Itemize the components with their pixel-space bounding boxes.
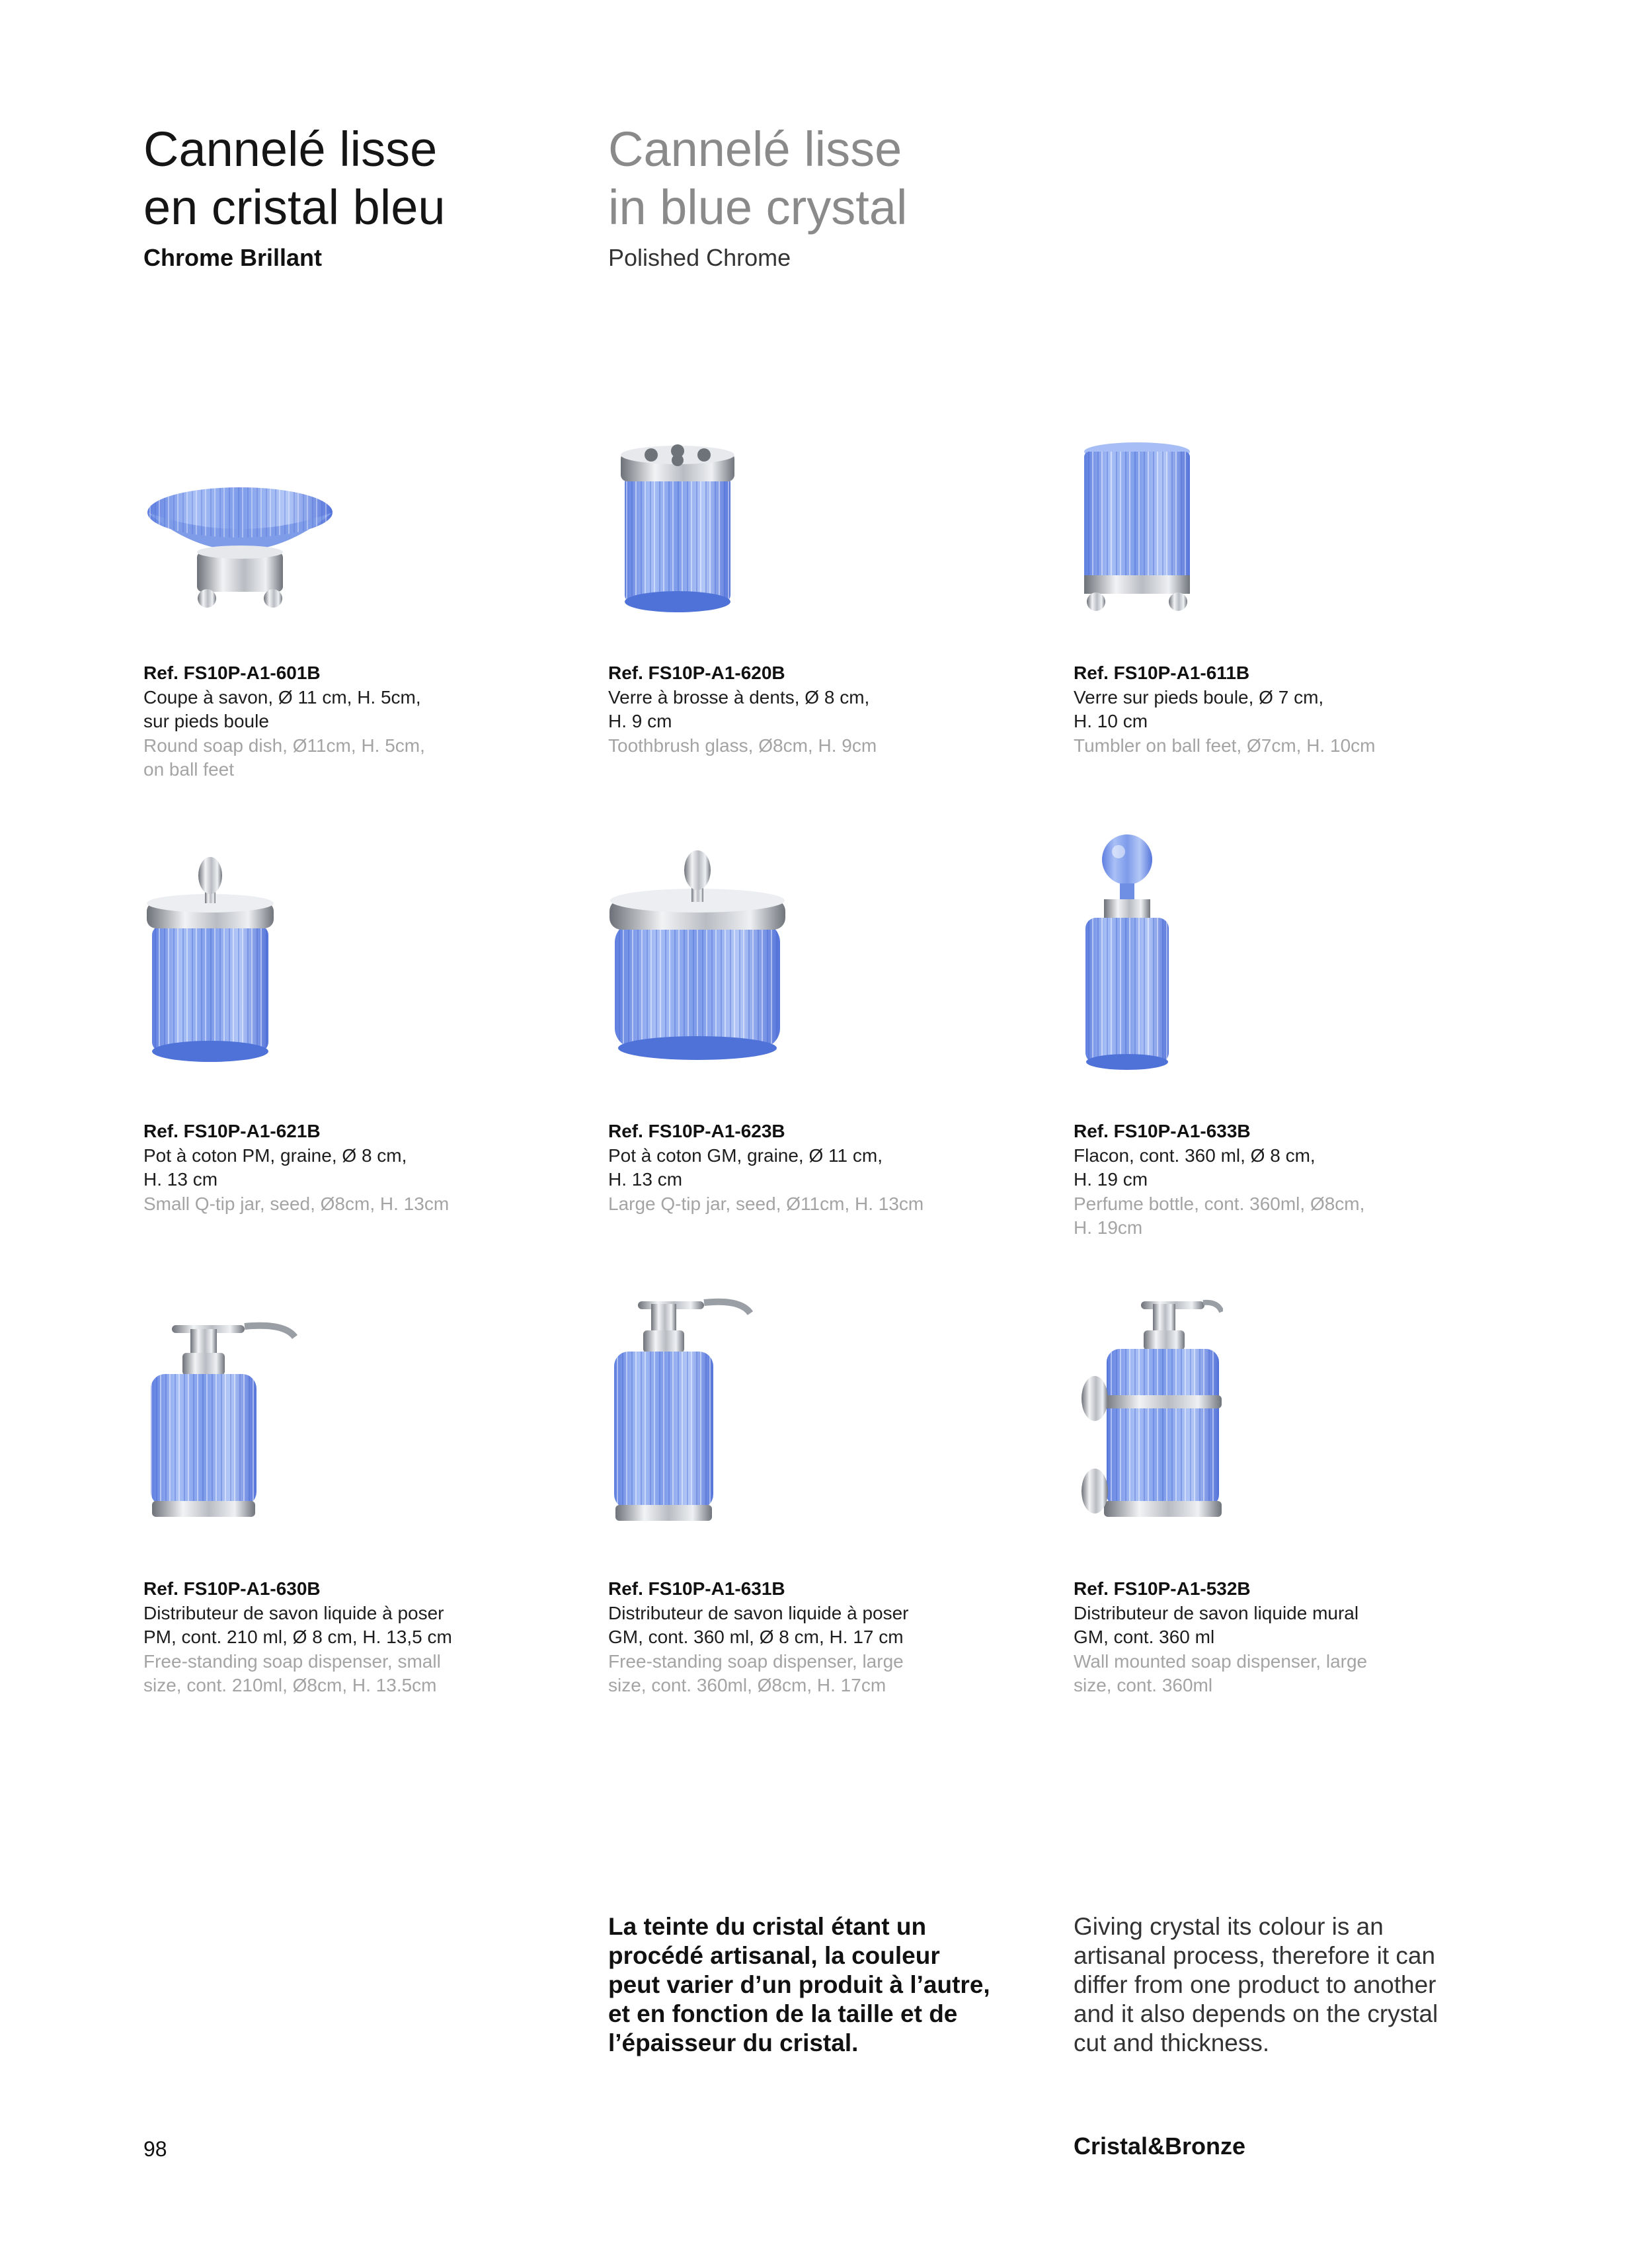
product-desc-fr: Pot à coton GM, graine, Ø 11 cm, [608, 1145, 883, 1166]
title-en-line2: in blue crystal [608, 180, 908, 235]
product-desc-en: Wall mounted soap dispenser, large [1074, 1650, 1368, 1672]
product-caption [143, 1119, 567, 1216]
small-jar-icon [144, 853, 276, 1065]
large-soap-dispenser-icon [611, 1289, 757, 1527]
subtitle-fr: Chrome Brillant [143, 244, 323, 271]
product-caption [143, 1577, 567, 1698]
product-desc-fr: GM, cont. 360 ml, Ø 8 cm, H. 17 cm [608, 1627, 904, 1647]
product-caption [143, 661, 567, 782]
product-desc-fr: Verre à brosse à dents, Ø 8 cm, [608, 686, 870, 708]
product-desc-fr: H. 10 cm [1074, 711, 1148, 731]
product-desc-en: Small Q-tip jar, seed, Ø8cm, H. 13cm [143, 1193, 450, 1214]
product-desc-fr: Verre sur pieds boule, Ø 7 cm, [1074, 686, 1324, 708]
product-desc-en: Free-standing soap dispenser, large [608, 1650, 904, 1672]
product-desc-en: size, cont. 360ml [1074, 1675, 1213, 1695]
toothbrush-glass-icon [611, 443, 744, 615]
note-line: procédé artisanal, la couleur [608, 1942, 940, 1969]
product-desc-fr: H. 19 cm [1074, 1169, 1148, 1190]
product-caption [1074, 1119, 1497, 1240]
header-fr [143, 120, 446, 272]
crystal-note-fr [608, 1912, 1005, 2058]
small-soap-dispenser-icon [145, 1316, 304, 1527]
note-line: artisanal process, therefore it can [1074, 1942, 1436, 1969]
page-title-fr [143, 120, 446, 237]
product-ref: Ref. FS10P-A1-630B [143, 1578, 321, 1599]
crystal-note-en [1074, 1912, 1470, 2058]
product-ref: Ref. FS10P-A1-623B [608, 1121, 785, 1141]
product-desc-en: Tumbler on ball feet, Ø7cm, H. 10cm [1074, 735, 1376, 756]
product-caption [1074, 661, 1497, 758]
header-en [608, 120, 907, 272]
product-ref: Ref. FS10P-A1-620B [608, 663, 785, 683]
product-desc-fr: H. 13 cm [143, 1169, 218, 1190]
product-desc-fr: sur pieds boule [143, 711, 269, 731]
page-number: 98 [143, 2137, 167, 2161]
product-desc-fr: Pot à coton PM, graine, Ø 8 cm, [143, 1145, 407, 1166]
product-ref: Ref. FS10P-A1-631B [608, 1578, 785, 1599]
product-ref: Ref. FS10P-A1-611B [1074, 663, 1250, 683]
note-line: and it also depends on the crystal [1074, 2000, 1438, 2027]
title-en-line1: Cannelé lisse [608, 122, 902, 177]
note-line: peut varier d’un produit à l’autre, [608, 1971, 990, 1998]
page-title-en [608, 120, 907, 237]
product-desc-fr: PM, cont. 210 ml, Ø 8 cm, H. 13,5 cm [143, 1627, 452, 1647]
product-desc-fr: Distributeur de savon liquide mural [1074, 1602, 1359, 1623]
product-ref: Ref. FS10P-A1-532B [1074, 1578, 1251, 1599]
product-desc-fr: GM, cont. 360 ml [1074, 1627, 1215, 1647]
product-ref: Ref. FS10P-A1-633B [1074, 1121, 1251, 1141]
product-desc-fr: Flacon, cont. 360 ml, Ø 8 cm, [1074, 1145, 1316, 1166]
product-desc-fr: Coupe à savon, Ø 11 cm, H. 5cm, [143, 686, 421, 708]
product-desc-fr: Distributeur de savon liquide à poser [608, 1602, 909, 1623]
product-desc-en: Free-standing soap dispenser, small [143, 1650, 441, 1672]
tumbler-icon [1078, 440, 1197, 618]
product-ref: Ref. FS10P-A1-601B [143, 663, 321, 683]
title-fr-line2: en cristal bleu [143, 180, 446, 235]
product-desc-en: size, cont. 360ml, Ø8cm, H. 17cm [608, 1675, 886, 1695]
product-desc-fr: H. 13 cm [608, 1169, 683, 1190]
product-caption [608, 661, 1031, 758]
soap-dish-icon [144, 483, 336, 615]
note-line: l’épaisseur du cristal. [608, 2029, 859, 2056]
perfume-bottle-icon [1078, 833, 1177, 1071]
product-desc-en: on ball feet [143, 759, 234, 780]
product-desc-en: Toothbrush glass, Ø8cm, H. 9cm [608, 735, 877, 756]
subtitle-en: Polished Chrome [608, 244, 791, 271]
brand-name: Cristal&Bronze [1074, 2132, 1246, 2160]
product-desc-fr: Distributeur de savon liquide à poser [143, 1602, 444, 1623]
product-desc-en: Perfume bottle, cont. 360ml, Ø8cm, [1074, 1193, 1365, 1214]
product-desc-fr: H. 9 cm [608, 711, 672, 731]
product-caption [608, 1577, 1031, 1698]
product-desc-en: size, cont. 210ml, Ø8cm, H. 13.5cm [143, 1675, 437, 1695]
product-desc-en: Large Q-tip jar, seed, Ø11cm, H. 13cm [608, 1193, 924, 1214]
note-line: differ from one product to another [1074, 1971, 1436, 1998]
note-line: La teinte du cristal étant un [608, 1913, 927, 1940]
product-desc-en: H. 19cm [1074, 1217, 1143, 1238]
product-desc-en: Round soap dish, Ø11cm, H. 5cm, [143, 735, 425, 756]
note-line: cut and thickness. [1074, 2029, 1270, 2056]
product-ref: Ref. FS10P-A1-621B [143, 1121, 321, 1141]
product-caption [1074, 1577, 1497, 1698]
wall-soap-dispenser-icon [1078, 1289, 1223, 1527]
note-line: Giving crystal its colour is an [1074, 1913, 1384, 1940]
large-jar-icon [608, 846, 787, 1065]
note-line: et en fonction de la taille et de [608, 2000, 958, 2027]
product-caption [608, 1119, 1031, 1216]
title-fr-line1: Cannelé lisse [143, 122, 438, 177]
